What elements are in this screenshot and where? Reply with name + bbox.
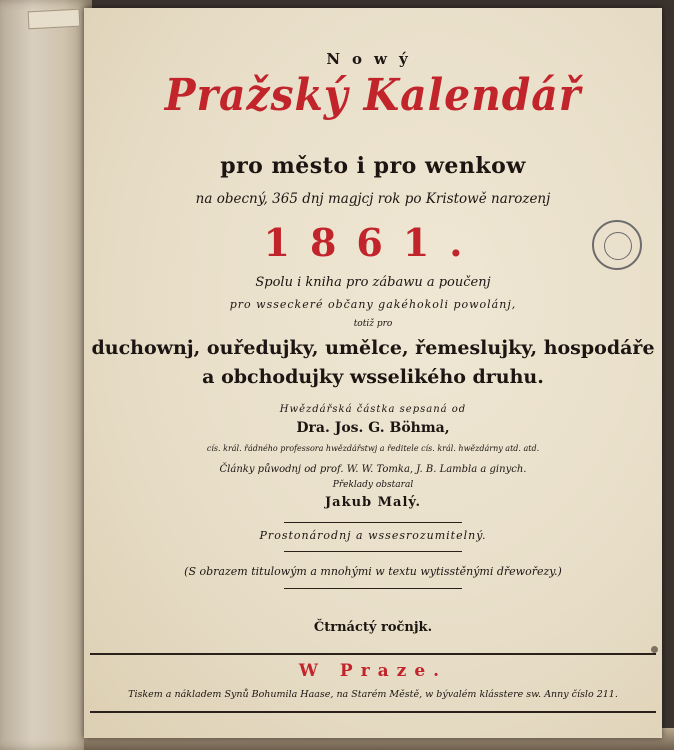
divider-rule-1 [284, 522, 462, 523]
illustrations-line: (S obrazem titulowým a mnohými w textu wytisstěnými dřewořezy.) [184, 565, 562, 578]
translator-name: Jakub Malý. [325, 495, 421, 510]
body-line-1: Spolu i kniha pro zábawu a poučenj [255, 275, 491, 290]
author-name: Dra. Jos. G. Böhma, [296, 420, 450, 436]
place-line: W Praze. [298, 661, 448, 681]
body-line-2: pro wsseckeré občany gakéhokoli powolánj, [229, 298, 517, 311]
popular-line: Prostonárodnj a wssesrozumitelný. [259, 529, 487, 542]
divider-rule-3 [284, 588, 462, 589]
edition-line: Čtrnáctý ročnjk. [313, 620, 433, 635]
book-spine [0, 0, 92, 750]
body-line-5: a obchodujky wsselikého druhu. [202, 366, 544, 388]
spine-label-tab [28, 9, 81, 30]
year: 1861. [263, 220, 483, 265]
author-title: cís. král. řádného professora hwězdářstwj a ředitele cís. král. hwězdárny atd. atd. [206, 444, 540, 453]
subtitle: pro město i pro wenkow [220, 153, 526, 179]
contributors-line: Články půwodnj od prof. W. W. Tomka, J. B. Lambla a ginych. [219, 464, 527, 475]
footer-rule-bottom [90, 711, 656, 713]
body-line-3: totiž pro [353, 319, 393, 329]
body-line-4: duchownj, ouředujky, umělce, řemeslujky, hospodáře [91, 337, 655, 359]
subtitle-year-line: na obecný, 365 dnj magjcj rok po Kristowě narozenj [195, 191, 551, 207]
publisher-line: Tiskem a nákladem Synů Bohumila Haase, na Starém Městě, w bývalém klásstere sw. Anny číslo 211. [128, 689, 618, 700]
nowy-heading: Nowý [326, 50, 420, 68]
footer-rule-top [90, 653, 656, 655]
stamp-emblem [604, 232, 632, 260]
translations-line: Překlady obstaral [332, 480, 414, 490]
library-stamp [592, 220, 642, 270]
divider-rule-2 [284, 551, 462, 552]
main-title: Pražský Kalendář [164, 70, 582, 121]
body-line-6: Hwězdářská částka sepsaná od [279, 404, 467, 415]
ink-spot [651, 646, 658, 653]
